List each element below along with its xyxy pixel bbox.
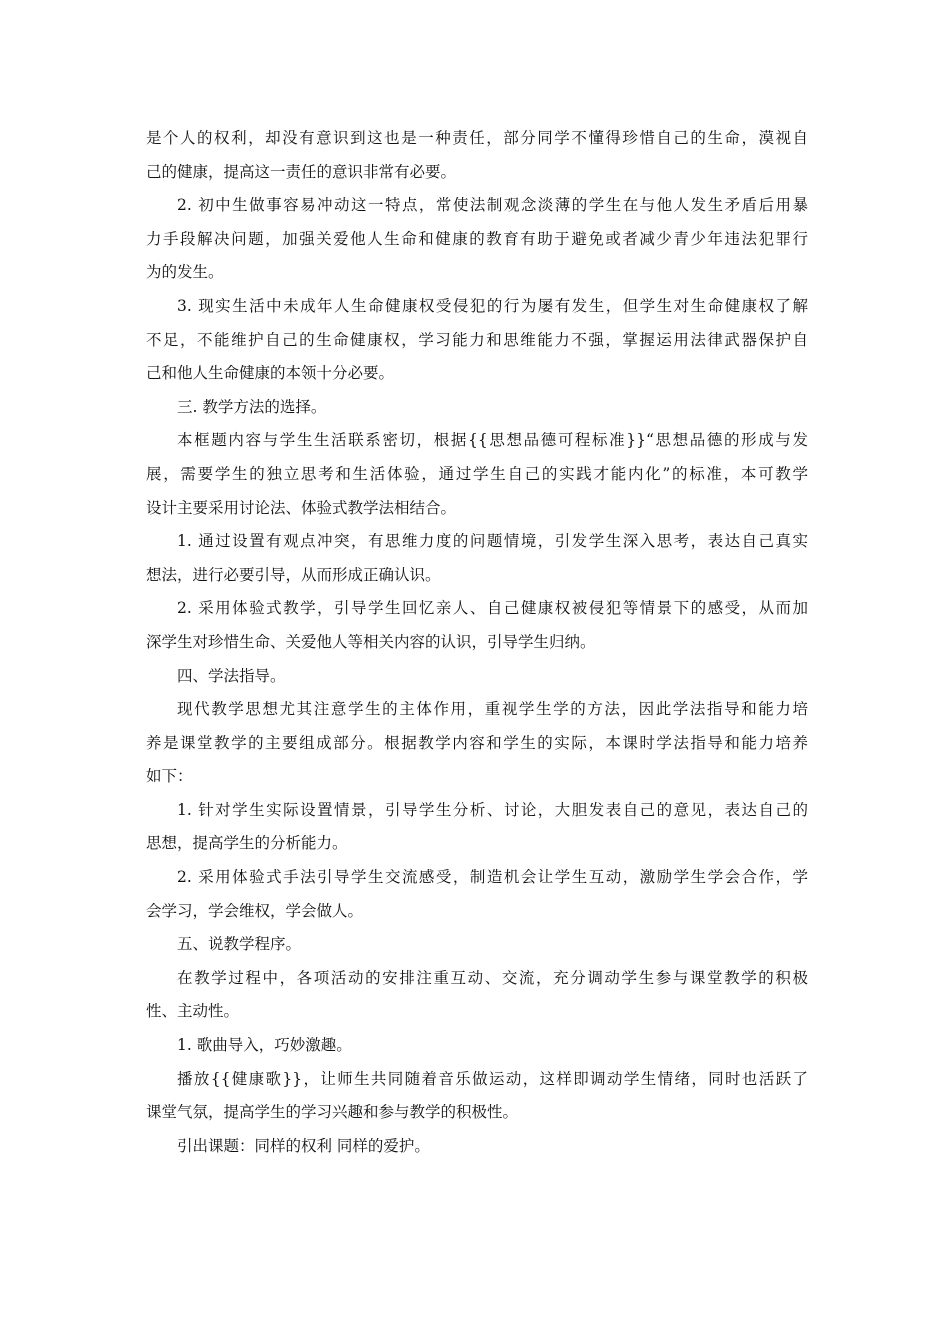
- text-line: 展，需要学生的独立思考和生活体验，通过学生自己的实践才能内化”的标准，本可教学: [146, 464, 808, 483]
- text-line: 深学生对珍惜生命、关爱他人等相关内容的认识，引导学生归纳。: [146, 632, 596, 651]
- section-heading: 三. 教学方法的选择。: [177, 397, 327, 416]
- text-line: 2. 初中生做事容易冲动这一特点，常使法制观念淡薄的学生在与他人发生矛盾后用暴: [177, 196, 808, 215]
- text-line: 1. 针对学生实际设置情景，引导学生分析、讨论，大胆发表自己的意见，表达自己的: [177, 800, 808, 819]
- text-line: 己和他人生命健康的本领十分必要。: [146, 364, 395, 383]
- text-line: 性、主动性。: [146, 1002, 240, 1021]
- text-line: 养是课堂教学的主要组成部分。根据教学内容和学生的实际，本课时学法指导和能力培养: [146, 733, 808, 752]
- text-line: 1. 通过设置有观点冲突，有思维力度的问题情境，引发学生深入思考，表达自己真实: [177, 532, 808, 551]
- text-line: 思想，提高学生的分析能力。: [146, 834, 348, 853]
- text-line: 引出课题：同样的权利 同样的爱护。: [177, 1136, 430, 1155]
- text-line: 己的健康，提高这一责任的意识非常有必要。: [146, 162, 457, 181]
- text-line: 力手段解决问题，加强关爱他人生命和健康的教育有助于避免或者减少青少年违法犯罪行: [146, 229, 808, 248]
- text-line: 2. 采用体验式教学，引导学生回忆亲人、自己健康权被侵犯等情景下的感受，从而加: [177, 599, 808, 618]
- text-line: 现代教学思想尤其注意学生的主体作用，重视学生学的方法，因此学法指导和能力培: [177, 700, 808, 719]
- text-line: 课堂气氛，提高学生的学习兴趣和参与教学的积极性。: [146, 1103, 519, 1122]
- text-line: 设计主要采用讨论法、体验式教学法相结合。: [146, 498, 457, 517]
- section-heading: 五、说教学程序。: [177, 935, 302, 954]
- section-heading: 四、学法指导。: [177, 666, 286, 685]
- text-line: 想法，进行必要引导，从而形成正确认识。: [146, 565, 441, 584]
- text-line: 如下：: [146, 767, 193, 786]
- text-line: 不足，不能维护自己的生命健康权，学习能力和思维能力不强，掌握运用法律武器保护自: [146, 330, 808, 349]
- text-line: 3. 现实生活中未成年人生命健康权受侵犯的行为屡有发生，但学生对生命健康权了解: [177, 296, 808, 315]
- text-line: 为的发生。: [146, 263, 224, 282]
- text-line: 在教学过程中，各项活动的安排注重互动、交流，充分调动学生参与课堂教学的积极: [177, 968, 808, 987]
- text-line: 播放{{健康歌}}，让师生共同随着音乐做运动，这样即调动学生情绪，同时也活跃了: [177, 1069, 808, 1088]
- text-line: 是个人的权利，却没有意识到这也是一种责任，部分同学不懂得珍惜自己的生命，漠视自: [146, 129, 808, 147]
- document-body: [146, 122, 808, 1163]
- text-line: 会学习，学会维权，学会做人。: [146, 901, 364, 920]
- text-line: 本框题内容与学生生活联系密切，根据{{思想品德可程标准}}“思想品德的形成与发: [177, 431, 808, 450]
- text-line: 2. 采用体验式手法引导学生交流感受，制造机会让学生互动，激励学生学会合作，学: [177, 868, 808, 887]
- text-line: 1. 歌曲导入，巧妙激趣。: [177, 1036, 352, 1055]
